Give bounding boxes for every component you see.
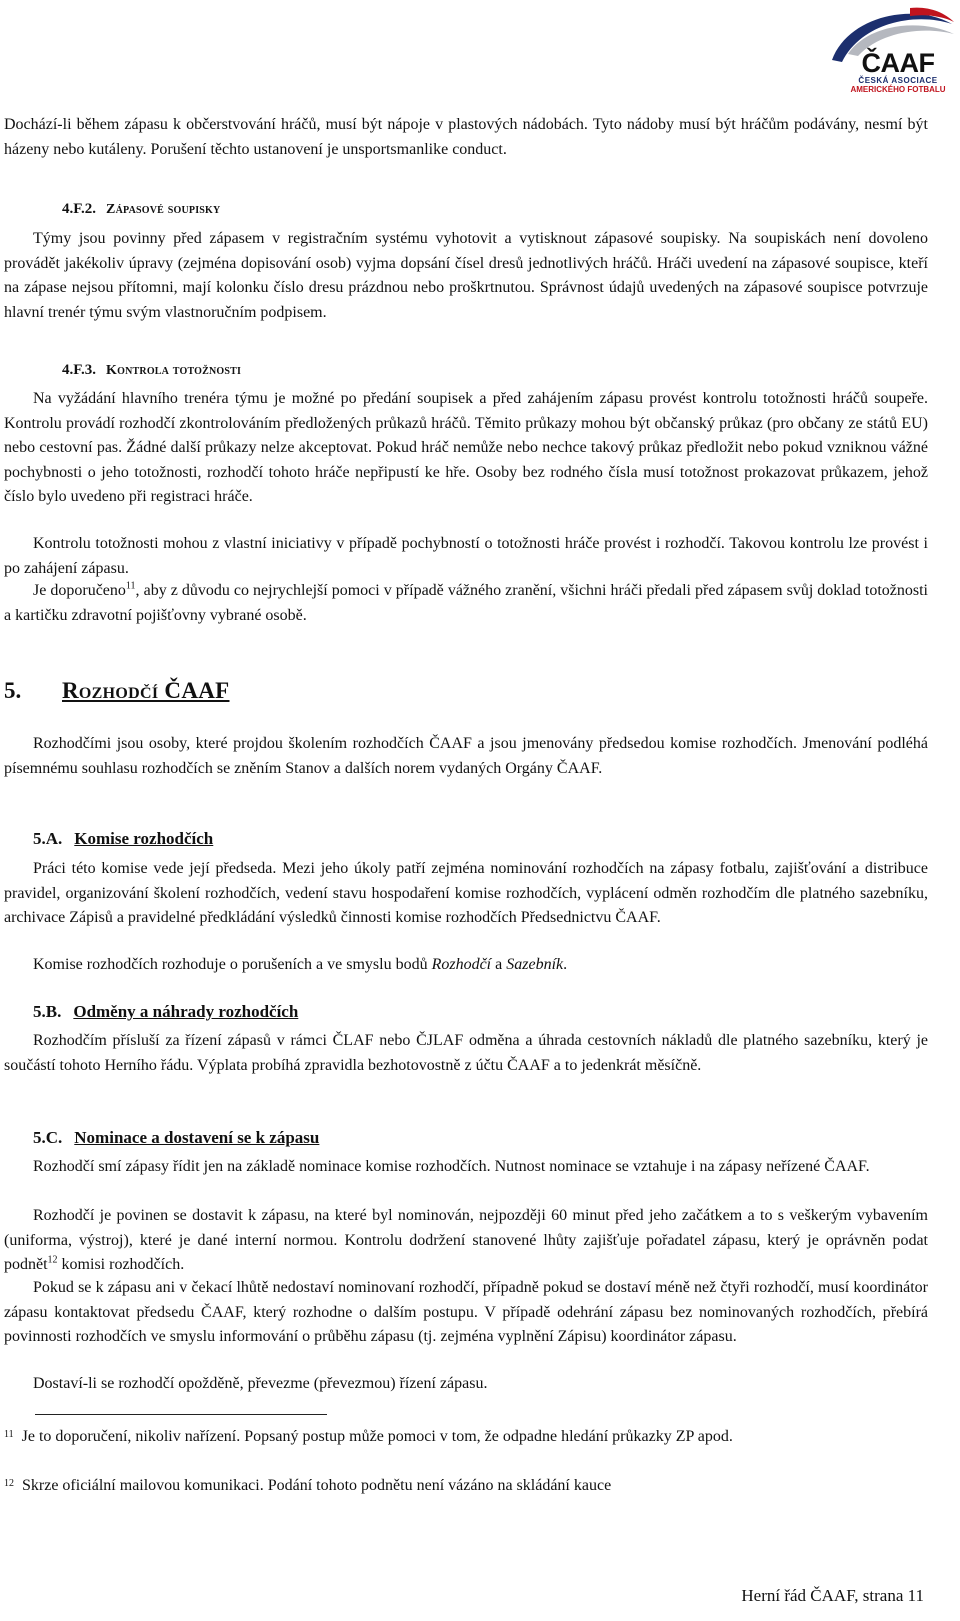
text-span: . — [563, 956, 568, 973]
text-span: komisi rozhodčích. — [57, 1256, 185, 1273]
heading-5c — [33, 1126, 319, 1150]
sec-5c-paragraph-4: Dostaví-li se rozhodčí opožděně, převezme (převezmou) řízení zápasu. — [33, 1375, 488, 1392]
heading-5-title: Rozhodčí ČAAF — [62, 678, 230, 703]
heading-5b-title: Odměny a náhrady rozhodčích — [73, 1002, 299, 1021]
text-emphasis: Sazebník — [506, 956, 564, 973]
heading-5c-title: Nominace a dostavení se k zápasu — [74, 1128, 320, 1147]
sec-4f3-paragraph-3 — [4, 579, 928, 628]
footnote-11-number: 11 — [4, 1429, 14, 1440]
sec-5c-paragraph-2 — [4, 1204, 928, 1278]
sec-4f3-paragraph-1: Na vyžádání hlavního trenéra týmu je možné po předání soupisek a před zahájením zápasu provést kontrolu totožnosti hráčů soupeře. Kontrolu provádí rozhodčí zkontrolováním předložených průkazů hráčů. Těmito průkazy mohou být občanský průkaz (pro občany ze států EU) nebo cestovní pas. Žádné další průkazy nelze akceptovat. Pokud hráč nemůže nebo nechce takový průkaz předložit nebo pokud vzniknou vážné pochybnosti o jeho totožnosti, rozhodčí tohoto hráče nepřipustí ke hře. Osoby bez rodného čísla musí totožnost prokazovat průkazem, jehož číslo bylo uvedeno při registraci hráče. — [4, 390, 928, 505]
heading-4f2-number: 4.F.2. — [62, 201, 97, 217]
heading-5c-number: 5.C. — [33, 1128, 63, 1147]
text-emphasis: Rozhodčí — [431, 956, 492, 973]
footnote-12 — [4, 1474, 926, 1498]
heading-5 — [4, 676, 229, 706]
footnote-12-text: Skrze oficiální mailovou komunikaci. Podání tohoto podnětu není vázáno na skládání kauce — [22, 1477, 612, 1494]
text-span: Je doporučeno — [33, 582, 126, 599]
heading-5b — [33, 1000, 298, 1024]
text-span: a — [491, 956, 507, 973]
page-footer: Herní řád ČAAF, strana 11 — [741, 1586, 924, 1605]
heading-4f3-title: Kontrola totožnosti — [106, 363, 242, 378]
heading-4f2-title: Zápasové soupisky — [106, 202, 221, 217]
text-span: Komise rozhodčích rozhoduje o porušeních a ve smyslu bodů — [33, 956, 432, 973]
footnote-ref-11[interactable]: 11 — [125, 580, 136, 592]
sec-5a-paragraph-1: Práci této komise vede její předseda. Mezi jeho úkoly patří zejména nominování rozhodčích na zápasy fotbalu, zajišťování a distribuce pravidel, organizování školení rozhodčích, vedení stavu hospodaření komise rozhodčích, vyplácení odměn rozhodčím dle platného sazebníku, archivace Zápisů a pravidelné předkládání výsledků činnosti komise rozhodčích Předsednictvu ČAAF. — [4, 860, 928, 926]
heading-5a-number: 5.A. — [33, 829, 63, 848]
footnote-11-text: Je to doporučení, nikoliv nařízení. Popsaný postup může pomoci v tom, že odpadne hledání průkazky ZP apod. — [21, 1428, 733, 1445]
logo-subtitle-1: ČESKÁ ASOCIACE — [858, 76, 938, 85]
footnote-divider — [35, 1414, 327, 1415]
intro-paragraph: Dochází-li během zápasu k občerstvování hráčů, musí být nápoje v plastových nádobách. Tyto nádoby musí být hráčům podávány, nesmí být házeny nebo kutáleny. Porušení těchto ustanovení je unsportsmanlike conduct. — [4, 116, 928, 158]
footnote-12-number: 12 — [4, 1478, 14, 1489]
heading-4f3 — [62, 360, 241, 381]
logo-subtitle-2: AMERICKÉHO FOTBALU — [850, 85, 946, 94]
sec-5c-paragraph-1: Rozhodčí smí zápasy řídit jen na základě nominace komise rozhodčích. Nutnost nominace se vztahuje i na zápasy neřízené ČAAF. — [33, 1158, 870, 1175]
heading-4f2 — [62, 199, 220, 220]
heading-4f3-number: 4.F.3. — [62, 362, 97, 378]
heading-5a-title: Komise rozhodčích — [74, 829, 214, 848]
sec-5-body: Rozhodčími jsou osoby, které projdou školením rozhodčích ČAAF a jsou jmenovány předsedou komise rozhodčích. Jmenování podléhá písemnému souhlasu rozhodčích se zněním Stanov a dalších norem vydaných Orgány ČAAF. — [4, 735, 928, 777]
heading-5a — [33, 827, 213, 851]
text-span: , aby z důvodu co nejrychlejší pomoci v případě vážného zranění, všichni hráči předali před zápasem svůj doklad totožnosti a kartičku zdravotní pojišťovny vybrané osobě. — [4, 582, 929, 624]
sec-5c-paragraph-3: Pokud se k zápasu ani v čekací lhůtě nedostaví nominovaní rozhodčí, případně pokud se dostaví méně než čtyři rozhodčí, musí koordinátor zápasu kontaktovat předsedu ČAAF, který rozhodne o dalším postupu. V případě odehrání zápasu bez nominovaných rozhodčích, přebírá povinnosti rozhodčích ve smyslu informování o průběhu zápasu (tj. zejména vyplnění Zápisu) koordinátor zápasu. — [4, 1279, 928, 1345]
sec-5a-paragraph-2 — [4, 953, 928, 978]
heading-5-number: 5. — [4, 678, 22, 703]
logo-title: ČAAF — [861, 48, 935, 78]
footnote-11 — [4, 1425, 946, 1449]
sec-4f2-body: Týmy jsou povinny před zápasem v registračním systému vyhotovit a vytisknout zápasové soupisky. Na soupiskách není dovoleno provádět jakékoliv úpravy (zejména dopisování osob) vyjma dopsání čísel dresů jednotlivých hráčů. Hráči uvedení na zápasové soupisce, kteří na zápase nejsou přítomni, mají kolonku číslo dresu prázdnou nebo proškrtnutou. Správnost údajů uvedených na zápasové soupisce potvrzuje hlavní trenér týmu svým vlastnoručním podpisem. — [4, 230, 928, 321]
sec-4f3-paragraph-2: Kontrolu totožnosti mohou z vlastní iniciativy v případě pochybností o totožnosti hráče provést i rozhodčí. Takovou kontrolu lze provést i po zahájení zápasu. — [4, 535, 928, 577]
logo-text — [840, 50, 956, 94]
sec-5b-body: Rozhodčím přísluší za řízení zápasů v rámci ČLAF nebo ČJLAF odměna a úhrada cestovních nákladů dle platného sazebníku, který je součástí tohoto Herního řádu. Výplata probíhá zpravidla bezhotovostně z účtu ČAAF a to jedenkrát měsíčně. — [4, 1032, 928, 1074]
footnote-ref-12[interactable]: 12 — [47, 1254, 58, 1266]
heading-5b-number: 5.B. — [33, 1002, 62, 1021]
text-span: Rozhodčí je povinen se dostavit k zápasu, na které byl nominován, nejpozději 60 minut před jeho začátkem a to s veškerým vybavením (uniforma, výstroj), které je dané interní normou. Kontrolu dodržení stanovené lhůty zajišťuje pořadatel zápasu, který je oprávněn podat podnět — [4, 1207, 928, 1273]
